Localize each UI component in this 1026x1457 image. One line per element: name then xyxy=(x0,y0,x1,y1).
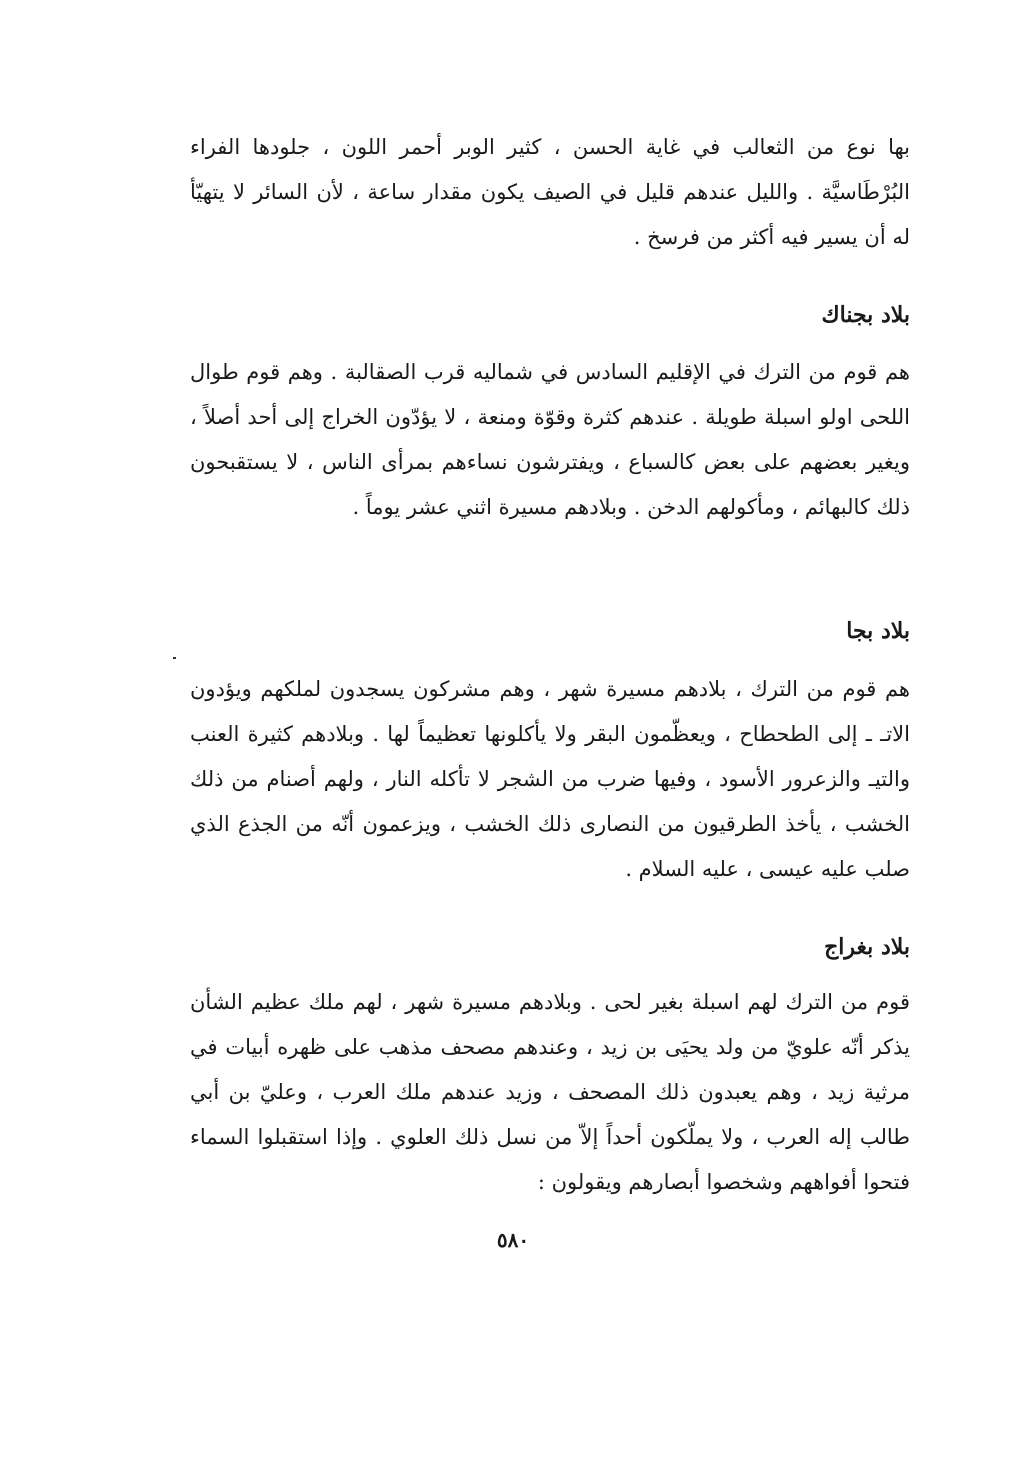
section-heading-baja: بلاد بجا xyxy=(846,618,910,644)
scan-speck xyxy=(173,657,176,659)
paragraph-bajnak: هم قوم من الترك في الإقليم السادس في شماليه قرب الصقالبة . وهم قوم طوال اللحى اولو اسبلة طويلة . عندهم كثرة وقوّة ومنعة ، لا يؤدّون الخراج إلى أحد أصلاً ، ويغير بعضهم على بعض كالسباع ، ويفترشون نساءهم بمرأى الناس ، لا يستقبحون ذلك كالبهائم ، ومأكولهم الدخن . وبلادهم مسيرة اثني عشر يوماً . xyxy=(190,360,910,519)
page-number: ٥٨٠ xyxy=(496,1228,530,1252)
paragraph-baja: هم قوم من الترك ، بلادهم مسيرة شهر ، وهم مشركون يسجدون لملكهم ويؤدون الاتـ ـ إلى الطحطاح ، ويعظّمون البقر ولا يأكلونها تعظيماً لها . وبلادهم كثيرة العنب والتيـ والزعرور الأسود ، وفيها ضرب من الشجر لا تأكله النار ، ولهم أصنام من ذلك الخشب ، يأخذ الطرقيون من النصارى ذلك الخشب ، ويزعمون أنّه من الجذع الذي صلب عليه عيسى ، عليه السلام . xyxy=(190,677,910,881)
paragraph-baghraj: قوم من الترك لهم اسبلة بغير لحى . وبلادهم مسيرة شهر ، لهم ملك عظيم الشأن يذكر أنّه علويّ من ولد يحيَى بن زيد ، وعندهم مصحف مذهب على ظهره أبيات في مرثية زيد ، وهم يعبدون ذلك المصحف ، وزيد عندهم ملك العرب ، وعليّ بن أبي طالب إله العرب ، ولا يملّكون أحداً إلاّ من نسل ذلك العلوي . وإذا استقبلوا السماء فتحوا أفواههم وشخصوا أبصارهم ويقولون : xyxy=(190,990,910,1194)
paragraph-fox-fur: بها نوع من الثعالب في غاية الحسن ، كثير الوبر أحمر اللون ، جلودها الفراء البُرْطَاسيَّة . والليل عندهم قليل في الصيف يكون مقدار ساعة ، لأن السائر لا يتهيّأ له أن يسير فيه أكثر من فرسخ . xyxy=(190,135,910,249)
section-heading-baghraj: بلاد بغراج xyxy=(824,934,910,960)
section-heading-bajnak: بلاد بجناك xyxy=(821,302,910,328)
